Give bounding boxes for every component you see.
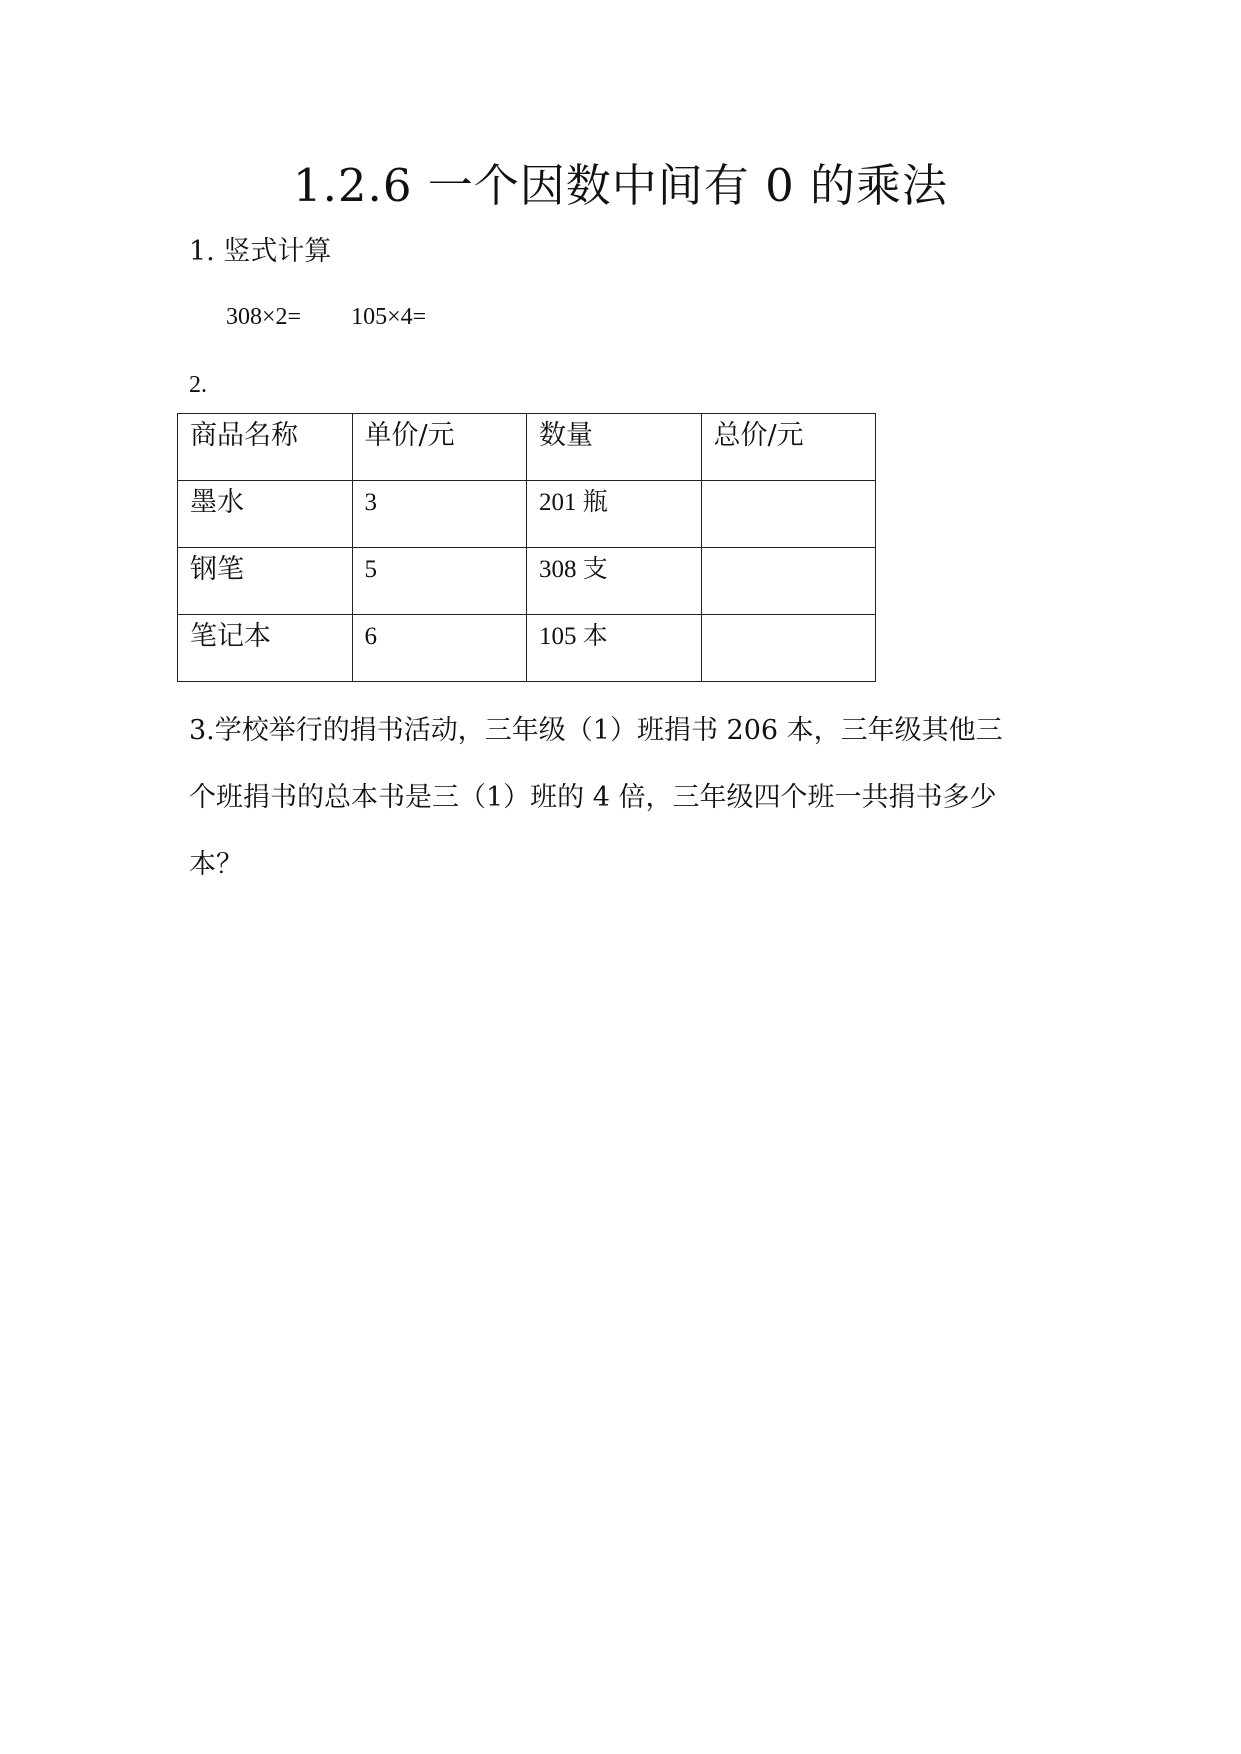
product-name: 墨水 xyxy=(190,487,244,518)
question-3-line: 个班捐书的总本书是三（1）班的 4 倍，三年级四个班一共捐书多少 xyxy=(189,782,997,813)
header-cell xyxy=(527,414,702,481)
table-cell xyxy=(527,615,702,682)
total-price xyxy=(714,481,876,483)
quantity: 308 支 xyxy=(539,556,608,583)
question-1-heading: 1. 竖式计算 xyxy=(189,236,332,267)
quantity: 201 瓶 xyxy=(539,489,608,516)
page-title: 1.2.6 一个因数中间有 0 的乘法 xyxy=(292,159,949,212)
header-total-price: 总价/元 xyxy=(713,420,804,451)
header-cell xyxy=(178,414,353,481)
table-cell xyxy=(178,481,353,548)
header-cell xyxy=(701,414,876,481)
table-cell xyxy=(178,615,353,682)
table-row xyxy=(178,481,876,548)
table-cell xyxy=(527,548,702,615)
product-name: 钢笔 xyxy=(190,554,244,585)
table-header-row xyxy=(178,414,876,481)
question-2-heading: 2. xyxy=(189,372,207,398)
table-cell xyxy=(527,481,702,548)
quantity: 105 本 xyxy=(539,623,608,650)
unit-price: 5 xyxy=(364,556,377,583)
total-price xyxy=(714,615,876,617)
expression-2: 105×4= xyxy=(351,304,427,330)
table-cell xyxy=(352,481,527,548)
total-price-answer-cell[interactable] xyxy=(701,615,876,682)
expression-1: 308×2= xyxy=(226,304,302,330)
question-3-text xyxy=(189,697,1069,898)
unit-price: 3 xyxy=(364,489,377,516)
header-quantity: 数量 xyxy=(539,420,593,451)
goods-table xyxy=(177,413,876,682)
table-row xyxy=(178,548,876,615)
table-cell xyxy=(352,615,527,682)
table-cell xyxy=(352,548,527,615)
question-3-line: 本？ xyxy=(189,849,243,880)
total-price xyxy=(714,548,876,550)
question-3-line: 3.学校举行的捐书活动，三年级（1）班捐书 206 本，三年级其他三 xyxy=(189,715,1003,746)
unit-price: 6 xyxy=(364,623,377,650)
table-cell xyxy=(178,548,353,615)
total-price-answer-cell[interactable] xyxy=(701,548,876,615)
header-cell xyxy=(352,414,527,481)
header-unit-price: 单价/元 xyxy=(364,420,455,451)
total-price-answer-cell[interactable] xyxy=(701,481,876,548)
product-name: 笔记本 xyxy=(190,621,271,652)
table-row xyxy=(178,615,876,682)
question-1-expressions xyxy=(226,300,426,334)
header-product-name: 商品名称 xyxy=(190,420,298,451)
